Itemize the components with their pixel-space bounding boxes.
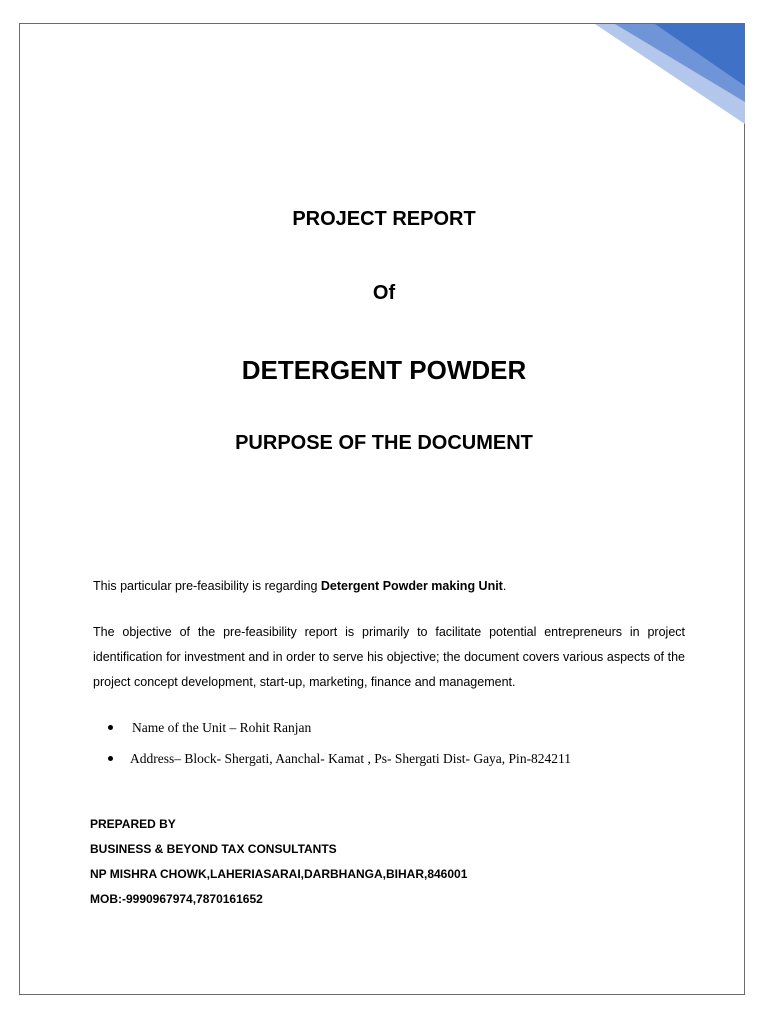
title-project-report: PROJECT REPORT (292, 208, 476, 230)
intro-suffix: . (502, 579, 507, 593)
bullet-icon (108, 756, 113, 761)
subtitle-purpose: PURPOSE OF THE DOCUMENT (235, 432, 533, 454)
unit-details-list (108, 716, 571, 778)
intro-bold: Detergent Powder making Unit (320, 579, 503, 593)
firm-mobile: MOB:-9990967974,7870161652 (90, 892, 263, 906)
intro-prefix: This particular pre-feasibility is regarding (93, 579, 321, 593)
bullet-icon (108, 725, 113, 730)
unit-name: Name of the Unit – Rohit Ranjan (132, 720, 312, 735)
prepared-by-block (90, 812, 467, 912)
objective-paragraph: The objective of the pre-feasibility report is primarily to facilitate potential entrepreneurs in project identification for investment and in order to serve his objective; the document covers various aspects of the project concept development, start-up, marketing, finance and management. (93, 625, 685, 689)
firm-address: NP MISHRA CHOWK,LAHERIASARAI,DARBHANGA,BIHAR,846001 (90, 867, 468, 881)
title-detergent-powder: DETERGENT POWDER (241, 355, 527, 385)
firm-name: BUSINESS & BEYOND TAX CONSULTANTS (90, 842, 337, 856)
corner-decoration (595, 24, 745, 124)
prepared-by-label: PREPARED BY (90, 817, 176, 831)
unit-address: Address– Block- Shergati, Aanchal- Kamat , Ps- Shergati Dist- Gaya, Pin-824211 (130, 751, 572, 766)
list-item (108, 716, 571, 747)
list-item (108, 747, 571, 778)
intro-paragraph (93, 574, 685, 599)
title-of: Of (372, 282, 396, 304)
